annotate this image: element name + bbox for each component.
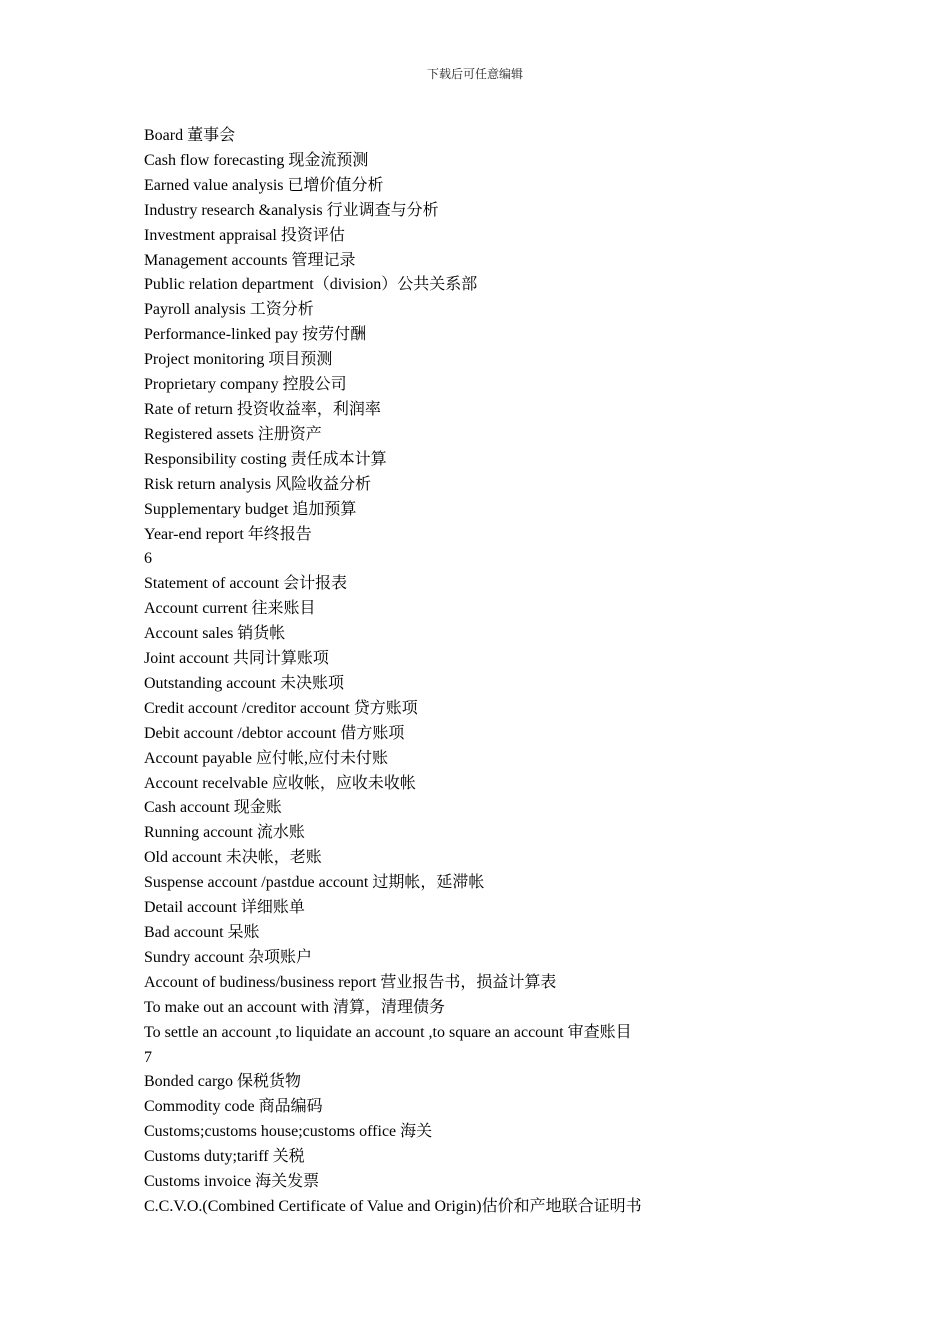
- list-item: To settle an account ,to liquidate an account ,to square an account 审查账目: [144, 1023, 632, 1041]
- list-item: Bonded cargo 保税货物: [144, 1073, 302, 1091]
- list-item: Year-end report 年终报告: [144, 525, 312, 543]
- list-item: Public relation department（division）公共关系部: [144, 276, 478, 294]
- list-item: Customs invoice 海关发票: [144, 1173, 320, 1191]
- list-item: Management accounts 管理记录: [144, 251, 356, 269]
- list-item: Responsibility costing 责任成本计算: [144, 450, 387, 468]
- list-item: Commodity code 商品编码: [144, 1098, 323, 1116]
- list-item: Proprietary company 控股公司: [144, 376, 347, 394]
- document-body: [144, 124, 904, 1220]
- list-item: Account current 往来账目: [144, 600, 316, 618]
- list-item: Rate of return 投资收益率，利润率: [144, 400, 381, 418]
- section-number: 7: [144, 1048, 152, 1066]
- list-item: Statement of account 会计报表: [144, 575, 348, 593]
- list-item: Old account 未决帐，老账: [144, 849, 322, 867]
- list-item: Payroll analysis 工资分析: [144, 301, 314, 319]
- list-item: Debit account /debtor account 借方账项: [144, 724, 405, 742]
- list-item: C.C.V.O.(Combined Certificate of Value and Origin)估价和产地联合证明书: [144, 1197, 642, 1215]
- list-item: Account sales 销货帐: [144, 625, 286, 643]
- list-item: Sundry account 杂项账户: [144, 948, 312, 966]
- list-item: Suspense account /pastdue account 过期帐，延滞帐: [144, 874, 485, 892]
- list-item: Account recelvable 应收帐，应收未收帐: [144, 774, 416, 792]
- list-item: Account payable 应付帐,应付未付账: [144, 749, 388, 767]
- list-item: Customs duty;tariff 关税: [144, 1148, 305, 1166]
- list-item: Account of budiness/business report 营业报告书，损益计算表: [144, 973, 557, 991]
- list-item: Board 董事会: [144, 127, 236, 144]
- list-item: Registered assets 注册资产: [144, 425, 322, 443]
- list-item: Outstanding account 未决账项: [144, 674, 344, 692]
- list-item: Cash account 现金账: [144, 799, 282, 817]
- section-number: 6: [144, 550, 152, 568]
- list-item: Bad account 呆账: [144, 924, 260, 941]
- list-item: Industry research &analysis 行业调查与分析: [144, 201, 439, 219]
- list-item: Risk return analysis 风险收益分析: [144, 475, 372, 493]
- list-item: Project monitoring 项目预测: [144, 351, 333, 369]
- list-item: Earned value analysis 已增价值分析: [144, 176, 384, 194]
- list-item: Customs;customs house;customs office 海关: [144, 1123, 433, 1141]
- page-header: 下载后可任意编辑: [426, 67, 523, 81]
- list-item: Cash flow forecasting 现金流预测: [144, 151, 369, 169]
- list-item: Investment appraisal 投资评估: [144, 226, 345, 244]
- list-item: Joint account 共同计算账项: [144, 650, 329, 668]
- list-item: Supplementary budget 追加预算: [144, 500, 357, 518]
- list-item: Detail account 详细账单: [144, 899, 305, 917]
- list-item: Credit account /creditor account 贷方账项: [144, 699, 418, 717]
- list-item: To make out an account with 清算，清理债务: [144, 998, 446, 1016]
- list-item: Running account 流水账: [144, 824, 305, 842]
- list-item: Performance-linked pay 按劳付酬: [144, 326, 367, 344]
